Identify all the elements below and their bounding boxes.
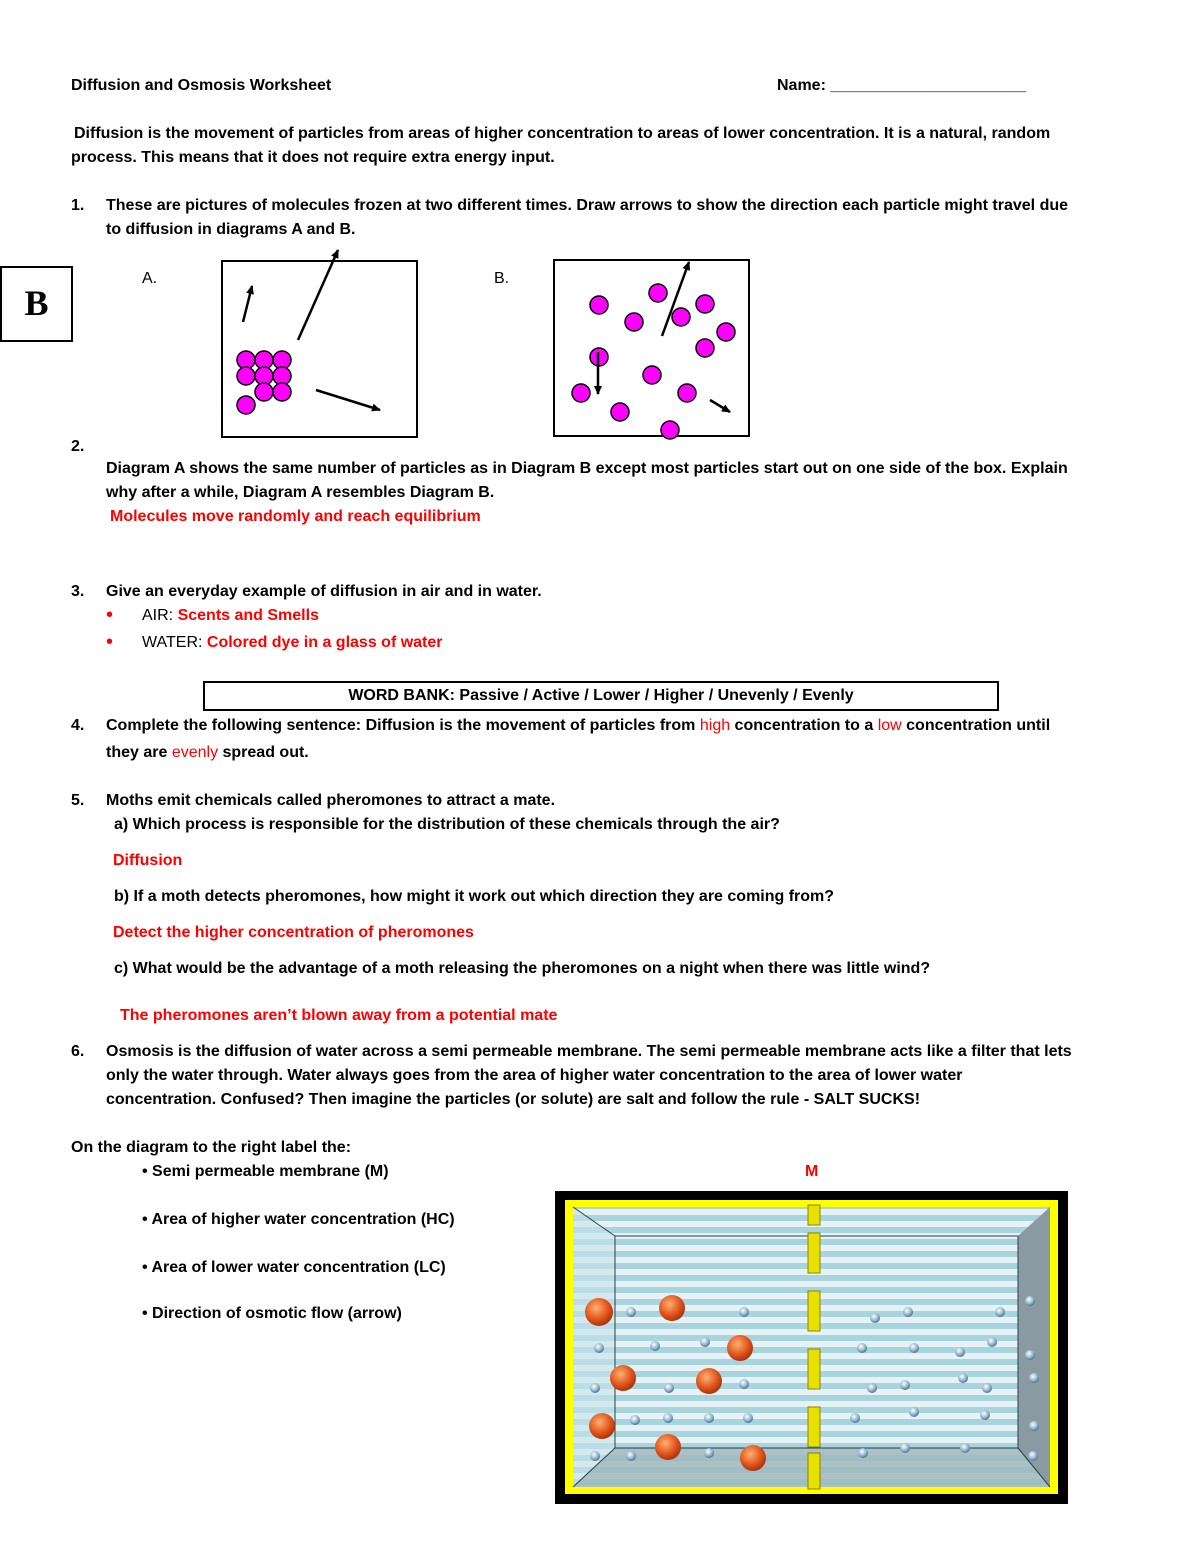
particle (590, 348, 608, 366)
q4-line-2 (106, 741, 309, 765)
salt-particle (610, 1365, 636, 1391)
q4-part4: they are (106, 744, 172, 761)
salt-particle (740, 1445, 766, 1471)
water-particle (630, 1415, 640, 1425)
water-particle (590, 1451, 600, 1461)
q1-line-1: These are pictures of molecules frozen at two different times. Draw arrows to show the direction each particle might travel due (106, 197, 1069, 214)
water-particle (704, 1413, 714, 1423)
q5a-answer[interactable]: Diffusion (113, 852, 183, 869)
particle (255, 383, 273, 401)
particle (273, 351, 291, 369)
particle (717, 323, 735, 341)
q5c-question: c) What would be the advantage of a moth releasing the pheromones on a night when there was little wind? (114, 960, 931, 977)
arrow (298, 250, 338, 340)
water-particle (664, 1383, 674, 1393)
water-particle (857, 1343, 867, 1353)
water-particle (858, 1448, 868, 1458)
water-particle (867, 1383, 877, 1393)
label-item-membrane: • Semi permeable membrane (M) (142, 1163, 389, 1180)
water-particle (955, 1347, 965, 1357)
diagram-b-box (554, 260, 749, 436)
water-particle (1025, 1350, 1035, 1360)
q5-number: 5. (71, 792, 85, 809)
water-particle (1025, 1296, 1035, 1306)
membrane-segment (808, 1407, 820, 1447)
water-particle (650, 1341, 660, 1351)
q2-answer[interactable]: Molecules move randomly and reach equilibrium (110, 508, 481, 525)
particle (661, 421, 679, 439)
q3-water-label: WATER: (142, 634, 203, 651)
q4-part2: concentration to a (730, 717, 878, 734)
particle (255, 351, 273, 369)
q3-air-answer[interactable]: Scents and Smells (177, 607, 319, 624)
bullet-dot: • (106, 631, 114, 653)
version-badge: B (0, 266, 73, 342)
q4-blank-low[interactable]: low (877, 717, 902, 734)
particle (696, 295, 714, 313)
bullet-dot: • (106, 604, 114, 626)
tank-left-wall (573, 1207, 615, 1487)
q2-line-2: why after a while, Diagram A resembles Diagram B. (106, 484, 495, 501)
diagram-a-particles (237, 351, 291, 414)
salt-particle (655, 1434, 681, 1460)
diagram-b-particles (572, 284, 735, 439)
water-particle (960, 1443, 970, 1453)
q6-line-1: Osmosis is the diffusion of water across a semi permeable membrane. The semi permeable membrane acts like a filter that lets (106, 1043, 1072, 1060)
particle (237, 351, 255, 369)
arrow (710, 400, 730, 412)
membrane-segment (808, 1233, 820, 1273)
water-particle (1028, 1451, 1038, 1461)
water-particle (995, 1307, 1005, 1317)
arrow (316, 390, 380, 410)
q3-air-label: AIR: (142, 607, 174, 624)
q3-water (142, 631, 443, 655)
membrane-answer-label[interactable]: M (805, 1163, 819, 1180)
water-particle (982, 1383, 992, 1393)
water-particle (663, 1413, 673, 1423)
water-particle (850, 1413, 860, 1423)
water-particle (900, 1380, 910, 1390)
q4-part1: Complete the following sentence: Diffusion is the movement of particles from (106, 717, 700, 734)
diagram-b-label: B. (494, 270, 510, 287)
word-bank: WORD BANK: Passive / Active / Lower / Higher / Unevenly / Evenly (203, 681, 999, 711)
q1-number: 1. (71, 197, 85, 214)
salt-particle (727, 1335, 753, 1361)
salt-particle (659, 1295, 685, 1321)
q4-blank-high[interactable]: high (699, 717, 731, 734)
intro-line-1: Diffusion is the movement of particles from areas of higher concentration to areas of lower concentration. It is a natural, random (74, 125, 1051, 142)
water-particle (1029, 1421, 1039, 1431)
membrane-segment (808, 1291, 820, 1331)
salt-particle (589, 1413, 615, 1439)
q5b-question: b) If a moth detects pheromones, how might it work out which direction they are coming from? (114, 888, 835, 905)
membrane-segment (808, 1349, 820, 1389)
particle (255, 367, 273, 385)
q6-line-3: concentration. Confused? Then imagine the particles (or solute) are salt and follow the rule - SALT SUCKS! (106, 1091, 921, 1108)
diagram-labels-intro: On the diagram to the right label the: (71, 1139, 352, 1156)
salt-particle (696, 1368, 722, 1394)
water-particle (1029, 1373, 1039, 1383)
q3-number: 3. (71, 583, 85, 600)
intro-line-2: process. This means that it does not require extra energy input. (71, 149, 555, 166)
membrane-segment (808, 1205, 820, 1225)
particle (273, 383, 291, 401)
particle (590, 296, 608, 314)
particle (696, 339, 714, 357)
label-item-higher: • Area of higher water concentration (HC) (142, 1211, 455, 1228)
water-particle (909, 1407, 919, 1417)
water-particle (704, 1448, 714, 1458)
worksheet-title: Diffusion and Osmosis Worksheet (71, 77, 332, 94)
particle (611, 403, 629, 421)
water-particle (909, 1343, 919, 1353)
particle (625, 313, 643, 331)
particle (678, 384, 696, 402)
water-particle (958, 1373, 968, 1383)
q4-number: 4. (71, 717, 85, 734)
water-particle (590, 1383, 600, 1393)
q4-line-1 (106, 714, 1050, 738)
water-particle (980, 1410, 990, 1420)
q4-blank-evenly[interactable]: evenly (171, 744, 219, 761)
q5-prompt: Moths emit chemicals called pheromones to attract a mate. (106, 792, 556, 809)
q2-number: 2. (71, 438, 85, 455)
water-particle (870, 1313, 880, 1323)
water-particle (903, 1307, 913, 1317)
particle (237, 367, 255, 385)
particle (273, 367, 291, 385)
particle (672, 308, 690, 326)
arrow (243, 286, 252, 322)
q5c-answer[interactable]: The pheromones aren’t blown away from a potential mate (120, 1007, 558, 1024)
q2-line-1: Diagram A shows the same number of particles as in Diagram B except most particles start out on one side of the box. Explain (106, 460, 1068, 477)
water-particle (739, 1379, 749, 1389)
water-particle (626, 1451, 636, 1461)
salt-particle (585, 1298, 613, 1326)
water-particle (900, 1443, 910, 1453)
water-particle (700, 1337, 710, 1347)
particle (237, 396, 255, 414)
membrane-segment (808, 1453, 820, 1489)
water-particle (987, 1337, 997, 1347)
water-particle (739, 1307, 749, 1317)
q3-water-answer[interactable]: Colored dye in a glass of water (206, 634, 443, 651)
label-item-flow: • Direction of osmotic flow (arrow) (142, 1305, 402, 1322)
tank-right-wall (1018, 1207, 1050, 1487)
q6-line-2: only the water through. Water always goes from the area of higher water concentration to the area of lower water (106, 1067, 963, 1084)
water-particle (743, 1413, 753, 1423)
particle (649, 284, 667, 302)
diagram-a-box (222, 261, 417, 437)
name-field[interactable]: Name: ______________________ (777, 77, 1027, 94)
label-item-lower: • Area of lower water concentration (LC) (142, 1259, 446, 1276)
osmosis-diagram[interactable] (555, 1191, 1068, 1504)
q3-air (142, 604, 319, 628)
arrow (662, 262, 689, 336)
q4-part3: concentration until (901, 717, 1051, 734)
water-particle (626, 1307, 636, 1317)
q5a-question: a) Which process is responsible for the distribution of these chemicals through the air? (114, 816, 780, 833)
q6-number: 6. (71, 1043, 85, 1060)
q5b-answer[interactable]: Detect the higher concentration of pheromones (113, 924, 474, 941)
diagram-a-label: A. (142, 270, 158, 287)
water-particle (594, 1343, 604, 1353)
q4-part5: spread out. (218, 744, 309, 761)
q1-line-2: to diffusion in diagrams A and B. (106, 221, 356, 238)
particle (643, 366, 661, 384)
q3-prompt: Give an everyday example of diffusion in air and in water. (106, 583, 542, 600)
particle (572, 384, 590, 402)
